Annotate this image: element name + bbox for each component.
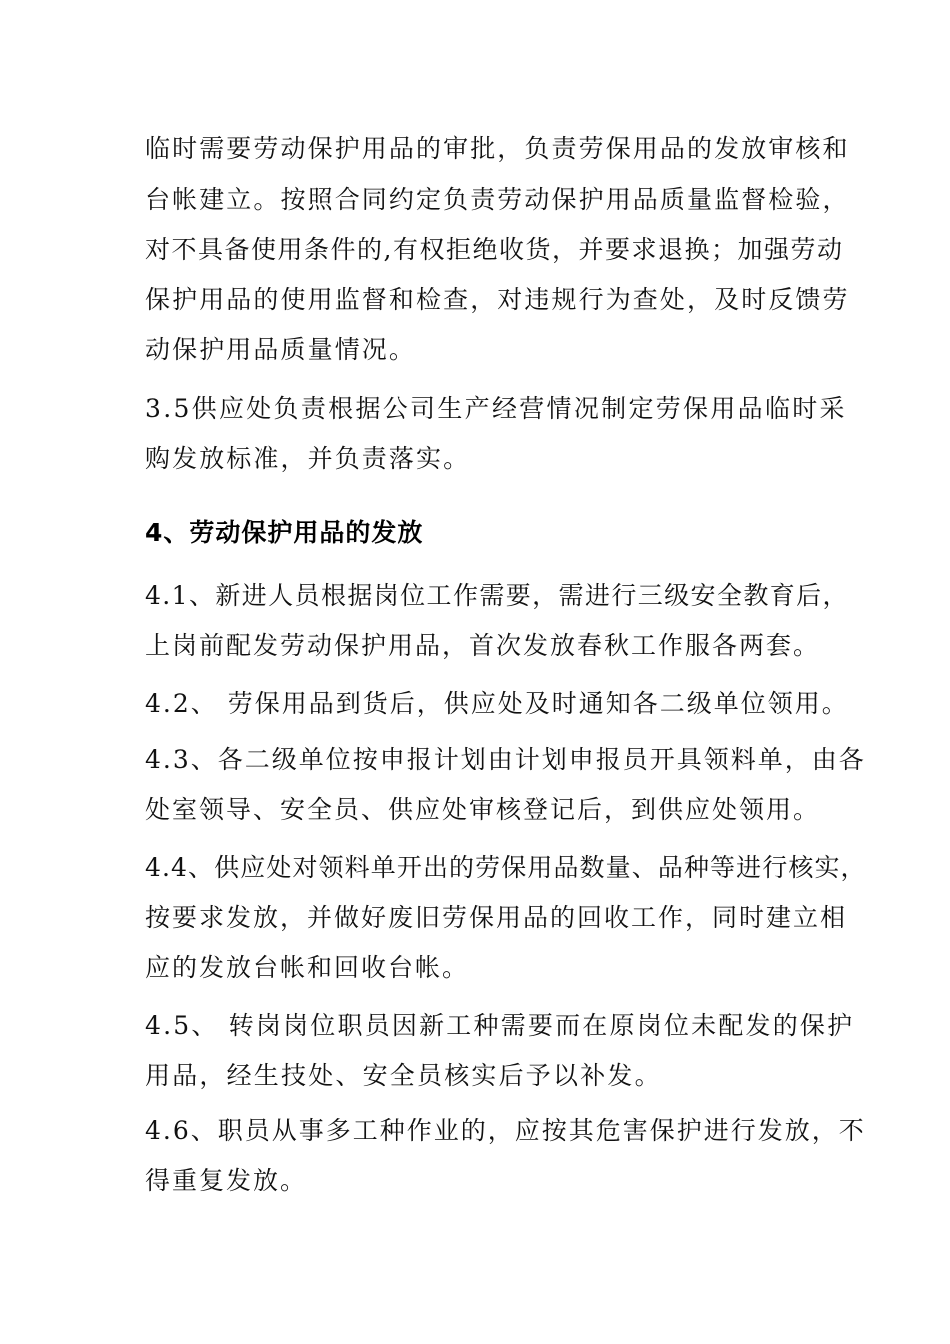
paragraph-line: 保护用品的使用监督和检查，对违规行为查处，及时反馈劳: [145, 285, 850, 314]
item-4-5-line: 4.5、 转岗岗位职员因新工种需要而在原岗位未配发的保护: [145, 1011, 855, 1040]
item-3-5-line: 3.5供应处负责根据公司生产经营情况制定劳保用品临时采: [145, 394, 847, 423]
item-4-6-line: 4.6、职员从事多工种作业的，应按其危害保护进行发放，不: [145, 1116, 866, 1145]
item-4-1-line: 4.1、新进人员根据岗位工作需要，需进行三级安全教育后，: [145, 581, 849, 610]
item-4-5-line: 用品，经生技处、安全员核实后予以补发。: [145, 1061, 662, 1090]
item-4-2-line: 4.2、 劳保用品到货后，供应处及时通知各二级单位领用。: [145, 689, 849, 718]
paragraph-line: 台帐建立。按照合同约定负责劳动保护用品质量监督检验，: [145, 185, 850, 214]
item-4-4-line: 按要求发放，并做好废旧劳保用品的回收工作，同时建立相: [145, 903, 848, 932]
section-heading: 4、劳动保护用品的发放: [145, 518, 424, 547]
paragraph-line: 对不具备使用条件的,有权拒绝收货，并要求退换；加强劳动: [145, 235, 844, 264]
item-4-3-line: 处室领导、安全员、供应处审核登记后，到供应处领用。: [145, 795, 821, 824]
item-4-4-line: 应的发放台帐和回收台帐。: [145, 953, 470, 982]
paragraph-line: 临时需要劳动保护用品的审批，负责劳保用品的发放审核和: [145, 134, 850, 163]
item-4-3-line: 4.3、各二级单位按申报计划由计划申报员开具领料单，由各: [145, 745, 866, 774]
item-4-6-line: 得重复发放。: [145, 1166, 308, 1195]
item-4-1-line: 上岗前配发劳动保护用品，首次发放春秋工作服各两套。: [145, 631, 821, 660]
item-3-5-line: 购发放标准，并负责落实。: [145, 444, 471, 473]
paragraph-line: 动保护用品质量情况。: [145, 335, 417, 364]
item-4-4-line: 4.4、供应处对领料单开出的劳保用品数量、品种等进行核实，: [145, 853, 867, 882]
